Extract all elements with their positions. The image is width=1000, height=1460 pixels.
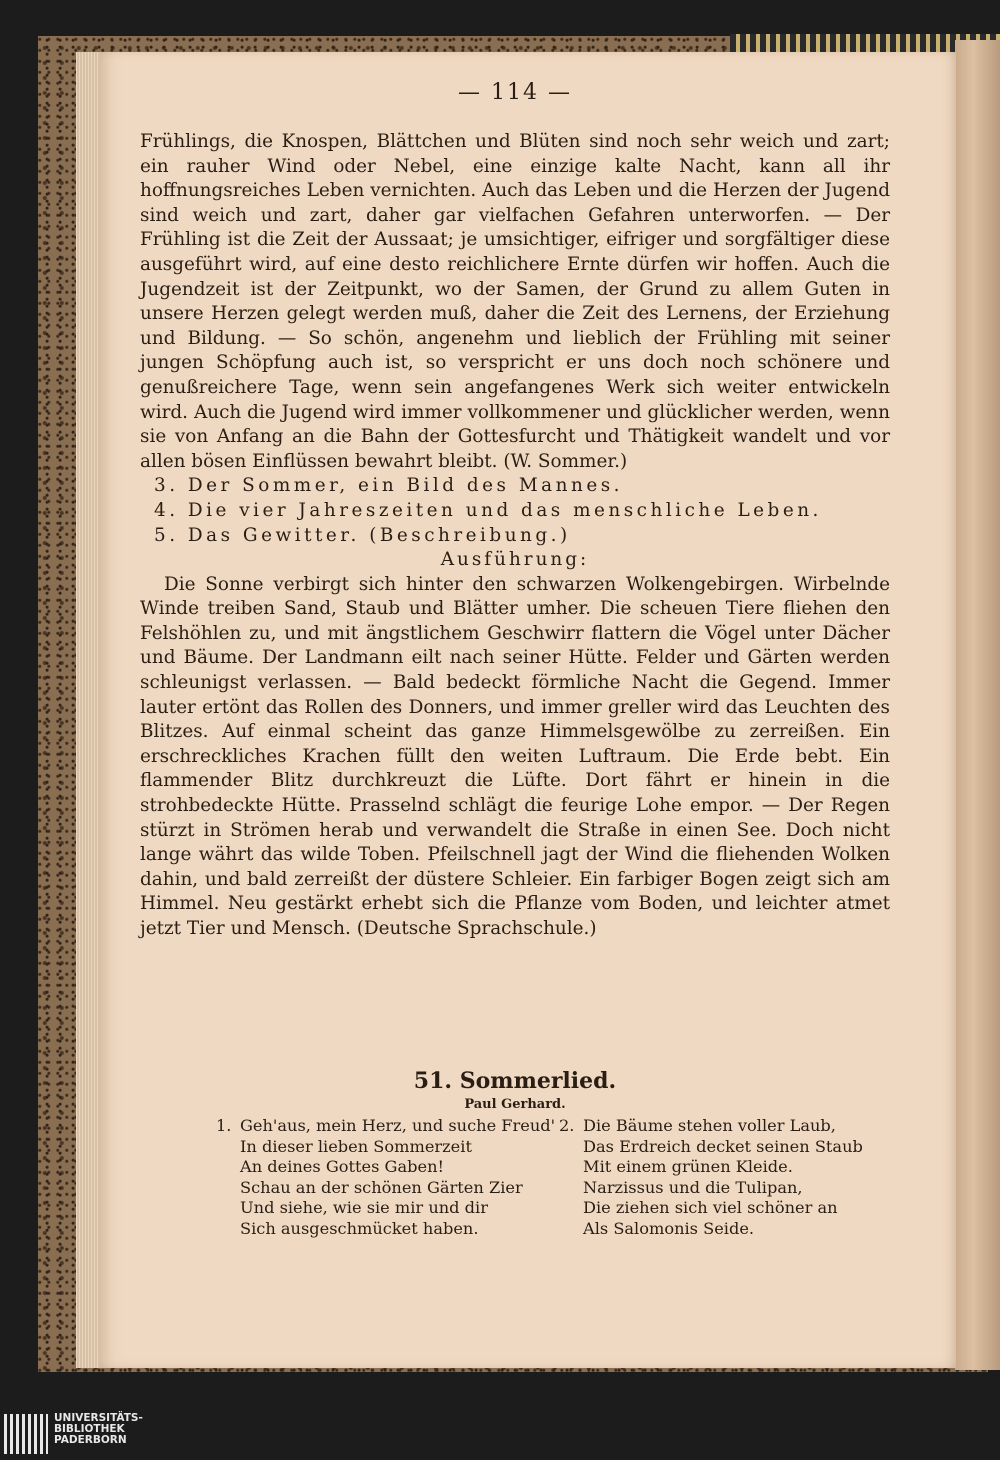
page-number: — 114 —	[458, 80, 572, 105]
verse-line: An deines Gottes Gaben!	[240, 1157, 445, 1176]
song-title: 51. Sommerlied.	[413, 1068, 617, 1094]
topic-thunderstorm: 5. Das Gewitter. (Beschreibung.)	[154, 524, 571, 546]
song-author: Paul Gerhard.	[464, 1097, 566, 1112]
verse-line: Das Erdreich decket seinen Staub	[583, 1136, 863, 1156]
verse-line: Sich ausgeschmücket haben.	[240, 1218, 479, 1238]
library-name-line: UNIVERSITÄTS-	[54, 1412, 143, 1424]
verse-line: Die Bäume stehen voller Laub,	[583, 1116, 836, 1135]
topic-seasons: 4. Die vier Jahreszeiten und das menschliche Leben.	[154, 499, 822, 521]
verse-number: 1.	[216, 1116, 232, 1135]
verse-number: 2.	[559, 1116, 575, 1135]
library-name-line: BIBLIOTHEK	[54, 1423, 125, 1436]
verse-line: Die ziehen sich viel schöner an	[583, 1198, 838, 1217]
paragraph-thunderstorm: Die Sonne verbirgt sich hinter den schwarzen Wolkengebirgen. Wirbelnde Winde treiben Sand, Staub und Blätter umher. Die scheuen Tiere fliehen den Felshöhlen zu, und mit ängstlichem Geschwirr flattern die Vögel unter Dächer und Bäume. Der Landmann eilt nach seiner Hütte. Felder und Gärten werden schleunigst verlassen. — Bald bedeckt förmliche Nacht die Gegend. Immer lauter ertönt das Rollen des Donners, und immer greller wird das Leuchten des Blitzes. Auf einmal scheint das ganze Himmelsgewölbe zu zerreißen. Ein erschreckliches Krachen füllt den weiten Luftraum. Die Erde bebt. Ein flammender Blitz durchkreuzt die Lüfte. Dort fährt er hinein in die strohbedeckte Hütte. Prasselnd schlägt die feurige Lohe empor. — Der Regen stürzt in Strömen herab und verwandelt die Straße in einen See. Doch nicht lange währt das wilde Toben. Pfeilschnell jagt der Wind die fliehenden Wolken dahin, und bald zerreißt der düstere Schleier. Ein farbiger Bogen zeigt sich am Himmel. Neu gestärkt erhebt sich die Pflanze vom Boden, und leichter atmet jetzt Tier und Mensch. (Deutsche Sprachschule.)	[140, 573, 890, 939]
library-name-line: PADERBORN	[54, 1434, 127, 1447]
footer-bar	[0, 1410, 1000, 1460]
verse-2	[559, 1116, 863, 1239]
page-prose	[140, 130, 890, 942]
verse-line: Geh'aus, mein Herz, und suche Freud'	[240, 1116, 556, 1135]
subheading-execution: Ausführung:	[440, 549, 590, 571]
verse-line: In dieser lieben Sommerzeit	[240, 1136, 472, 1156]
verse-line: Als Salomonis Seide.	[583, 1218, 755, 1238]
paragraph-spring: Frühlings, die Knospen, Blättchen und Blüten sind noch sehr weich und zart; ein rauher Wind oder Nebel, eine einzige kalte Nacht, kann all ihr hoffnungsreiches Leben vernichten. Auch das Leben und die Herzen der Jugend sind weich und zart, daher gar vielfachen Gefahren unterworfen. — Der Frühling ist die Zeit der Aussaat; je umsichtiger, eifriger und sorgfältiger diese ausgeführt wird, auf eine desto reichlichere Ernte dürfen wir hoffen. Auch die Jugendzeit ist der Zeitpunkt, wo der Samen, der Grund zu allem Guten in unsere Herzen gelegt werden muß, daher die Zeit des Lernens, der Erziehung und Bildung. — So schön, angenehm und lieblich der Frühling mit seiner jungen Schöpfung auch ist, so verspricht er uns doch noch schönere und genußreichere Tage, wenn sein angefangenes Werk sich weiter entwickeln wird. Auch die Jugend wird immer vollkommener und glücklicher werden, wenn sie von Anfang an die Bahn der Gottesfurcht und Thätigkeit wandelt und vor allen bösen Einflüssen bewahrt bleibt. (W. Sommer.)	[140, 131, 890, 472]
verse-line: Schau an der schönen Gärten Zier	[240, 1177, 523, 1197]
verse-1	[216, 1116, 556, 1239]
topic-summer: 3. Der Sommer, ein Bild des Mannes.	[154, 475, 623, 497]
library-name	[54, 1413, 143, 1447]
verse-line: Mit einem grünen Kleide.	[583, 1157, 793, 1176]
page-edge-right	[955, 40, 1000, 1370]
verse-line: Narzissus und die Tulipan,	[583, 1177, 803, 1197]
verse-line: Und siehe, wie sie mir und dir	[240, 1198, 488, 1217]
library-logo-icon	[4, 1414, 48, 1454]
